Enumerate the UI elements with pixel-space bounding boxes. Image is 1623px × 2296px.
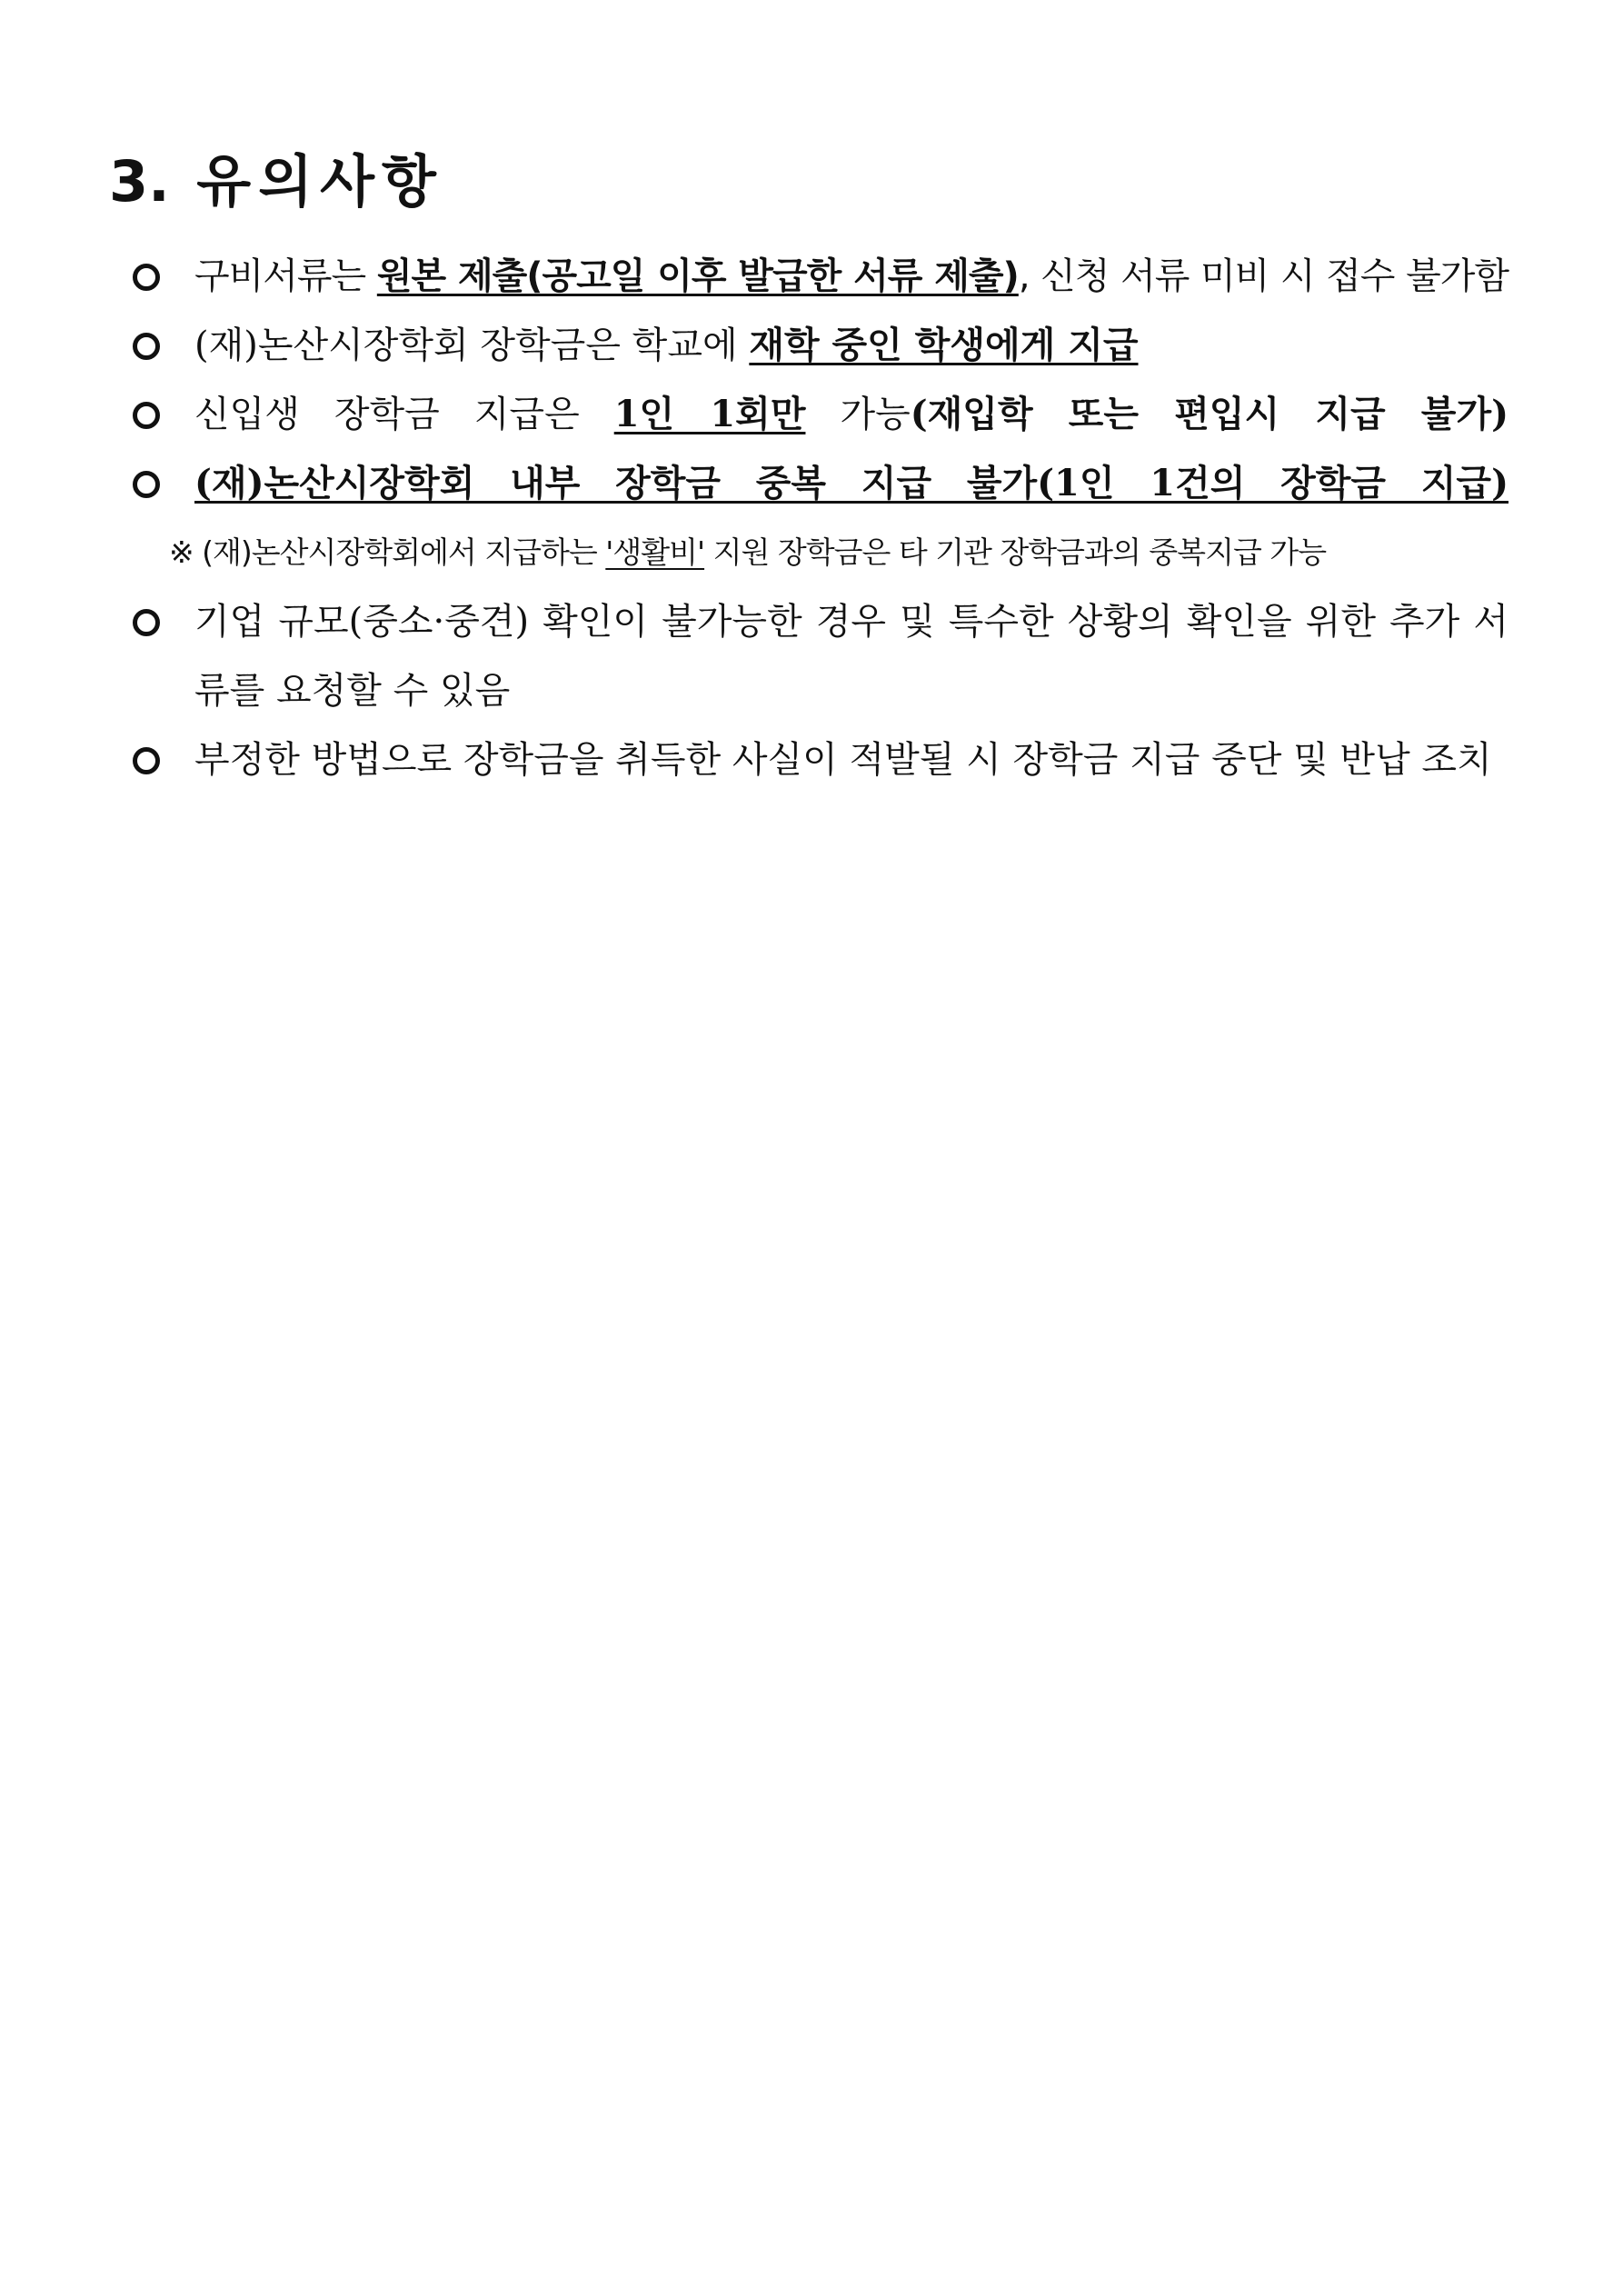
notice-tail: , 신청 서류 미비 시 접수 불가함 [1018,255,1508,297]
reference-note [169,518,1505,587]
notice-text: 기업 규모(중소·중견) 확인이 불가능한 경우 및 특수한 상황의 확인을 위한 추가 서류를 요청할 수 있음 [194,601,1508,712]
notice-middle: 가능 [805,394,911,435]
note-emphasis: '생활비' [605,534,705,570]
notice-emphasis: (재)논산시장학회 내부 장학금 중복 지급 불가(1인 1건의 장학금 지급) [194,462,1508,504]
circle-bullet-icon [133,402,160,429]
notice-item-enrollment [127,311,1508,380]
notice-tail: (재입학 또는 편입시 지급 불가) [910,393,1509,435]
notice-text [194,311,1508,380]
circle-bullet-icon [133,264,160,291]
notice-item-duplicate [127,449,1508,518]
notice-lead: (재)논산시장학회 장학금은 학교에 [194,324,750,366]
notice-emphasis: 원본 제출(공고일 이후 발급한 서류 제출) [376,255,1019,297]
note-tail: 지원 장학금은 타 기관 장학금과의 중복지급 가능 [704,534,1327,570]
notice-emphasis: 재학 중인 학생에게 지급 [749,324,1139,366]
section-number: 3. [109,148,170,215]
notice-text [194,449,1508,518]
notice-text: 부정한 방법으로 장학금을 취득한 사실이 적발될 시 장학금 지급 중단 및 반납 조치 [194,739,1492,781]
notice-item-fraud [127,725,1508,794]
section-title: 유의사항 [196,148,443,215]
circle-bullet-icon [133,609,160,636]
notice-lead: 신입생 장학금 지급은 [194,394,614,435]
circle-bullet-icon [133,333,160,360]
circle-bullet-icon [133,747,160,774]
note-lead: ※ (재)논산시장학회에서 지급하는 [169,534,606,570]
notice-text [194,242,1508,311]
notice-emphasis: 1인 1회만 [613,393,806,435]
section-heading [109,144,443,220]
notice-text [194,380,1508,449]
notice-item-documents [127,242,1508,311]
circle-bullet-icon [133,471,160,498]
notice-lead: 구비서류는 [194,255,377,297]
notice-item-freshman [127,380,1508,449]
notice-item-company-size [127,587,1508,725]
